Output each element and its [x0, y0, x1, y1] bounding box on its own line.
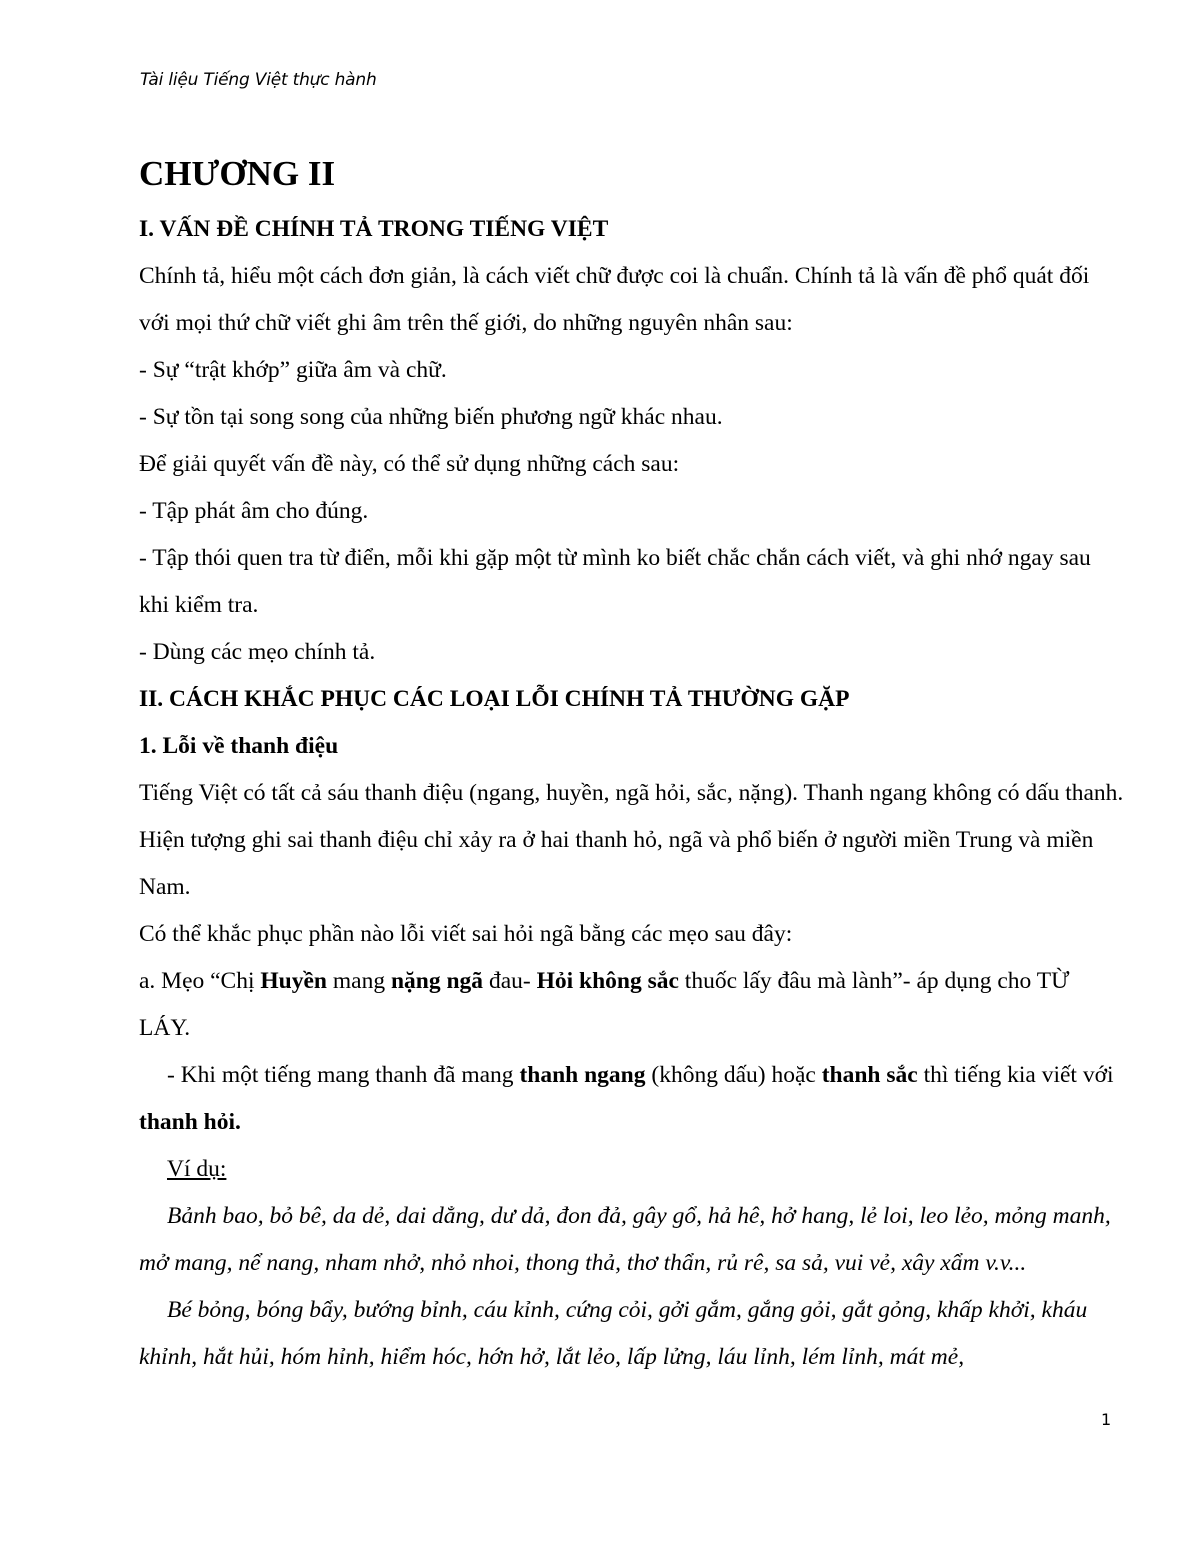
- solution-item: - Tập thói quen tra từ điển, mỗi khi gặp một từ mình ko biết chắc chắn cách viết, và ghi nhớ ngay sau khi kiểm tra.: [139, 545, 1091, 618]
- page-number: 1: [1101, 1410, 1112, 1429]
- cause-item: - Sự “trật khớp” giữa âm và chữ.: [139, 357, 447, 383]
- tip-a-bold: Hỏi không sắc: [536, 968, 679, 994]
- tip-a-text: a. Mẹo “Chị: [139, 968, 261, 994]
- example-label-line: [139, 1146, 1124, 1193]
- tips-intro: Có thể khắc phục phần nào lỗi viết sai hỏi ngã bằng các mẹo sau đây:: [139, 921, 793, 947]
- example-paragraph-1: Bảnh bao, bỏ bê, da dẻ, dai dẳng, dư dả, đon đả, gây gổ, hả hê, hở hang, lẻ loi, leo lẻo, mỏng manh, mở mang, nể nang, nham nhở, nhỏ nhoi, thong thả, thơ thẩn, rủ rê, sa sả, vui vẻ, xây xẩm v.v...: [139, 1203, 1111, 1276]
- rule-text: thì tiếng kia viết với: [917, 1062, 1114, 1088]
- tip-a-bold: Huyền: [260, 968, 327, 994]
- page-header: Tài liệu Tiếng Việt thực hành: [140, 70, 377, 90]
- tip-a-text: thuốc lấy đâu mà lành”- áp dụng cho TỪ LÁY.: [139, 968, 1070, 1041]
- subsection-1-heading: 1. Lỗi về thanh điệu: [139, 733, 339, 759]
- cause-item: - Sự tồn tại song song của những biến phương ngữ khác nhau.: [139, 404, 723, 430]
- tip-a-text: đau-: [483, 968, 537, 994]
- section-1-heading: I. VẤN ĐỀ CHÍNH TẢ TRONG TIẾNG VIỆT: [139, 216, 609, 242]
- rule-bold: thanh sắc: [821, 1062, 918, 1088]
- rule-bold: thanh ngang: [519, 1062, 646, 1088]
- rule-bold: .: [235, 1109, 241, 1135]
- chapter-title: CHƯƠNG II: [139, 154, 336, 193]
- solution-item: - Dùng các mẹo chính tả.: [139, 639, 376, 665]
- section-1-intro: Chính tả, hiểu một cách đơn giản, là cách viết chữ được coi là chuẩn. Chính tả là vấn đề phổ quát đối với mọi thứ chữ viết ghi âm trên thế giới, do những nguyên nhân sau:: [139, 263, 1090, 336]
- tip-a: [139, 958, 1124, 1052]
- rule-text: (không dấu) hoặc: [645, 1062, 822, 1088]
- rule-text: - Khi một tiếng mang thanh đã mang: [167, 1062, 520, 1088]
- section-2-heading: II. CÁCH KHẮC PHỤC CÁC LOẠI LỖI CHÍNH TẢ THƯỜNG GẶP: [139, 686, 850, 712]
- example-paragraph-2: Bé bỏng, bóng bẩy, bướng bỉnh, cáu kỉnh, cứng cỏi, gởi gắm, gắng gỏi, gắt gỏng, khấp khởi, kháu khỉnh, hắt hủi, hóm hỉnh, hiểm hóc, hớn hở, lắt lẻo, lấp lửng, láu lỉnh, lém lỉnh, mát mẻ,: [139, 1297, 1088, 1370]
- example-label: Ví dụ:: [167, 1156, 227, 1182]
- rule-paragraph: [139, 1052, 1124, 1146]
- tip-a-bold: nặng ngã: [390, 968, 484, 994]
- rule-bold: thanh hỏi: [139, 1109, 236, 1135]
- solutions-intro: Để giải quyết vấn đề này, có thể sử dụng những cách sau:: [139, 451, 680, 477]
- document-body: [139, 142, 1124, 1381]
- solution-item: - Tập phát âm cho đúng.: [139, 498, 369, 524]
- tip-a-text: mang: [327, 968, 391, 994]
- tone-paragraph: Tiếng Việt có tất cả sáu thanh điệu (ngang, huyền, ngã hỏi, sắc, nặng). Thanh ngang không có dấu thanh. Hiện tượng ghi sai thanh điệu chỉ xảy ra ở hai thanh hỏ, ngã và phổ biến ở người miền Trung và miền Nam.: [139, 780, 1124, 900]
